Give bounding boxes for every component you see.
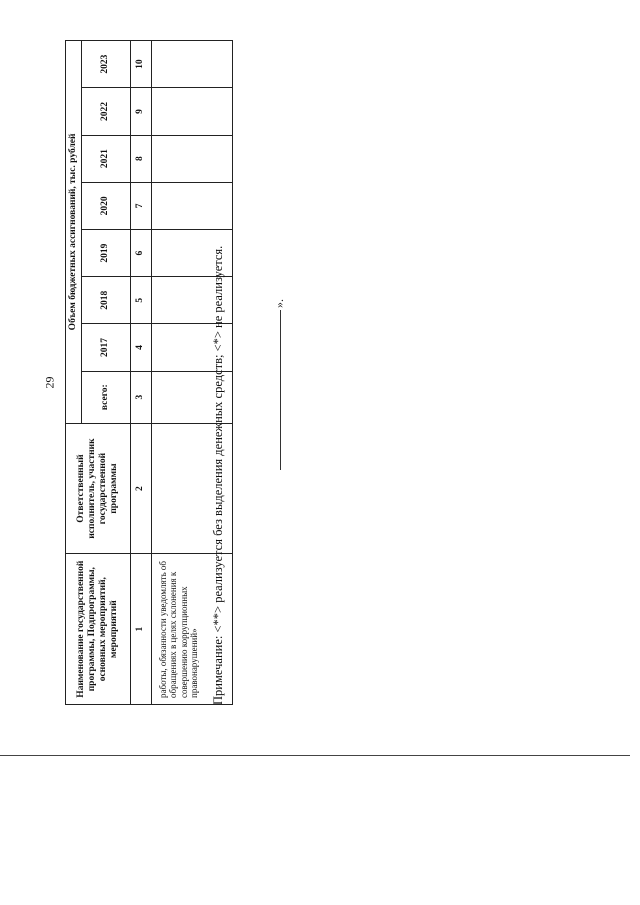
header-total: всего:	[81, 371, 130, 423]
closing-block	[272, 270, 302, 470]
signature-rule	[280, 310, 281, 470]
header-year: 2021	[81, 135, 130, 182]
column-number: 1	[130, 554, 151, 705]
column-number: 10	[130, 41, 151, 88]
column-number: 9	[130, 88, 151, 135]
column-number: 3	[130, 371, 151, 423]
page-divider	[0, 755, 630, 756]
row-program-name: работы, обязанности уведомлять об обращениях в целях склонения к совершению коррупционных правонарушений»	[151, 554, 232, 705]
header-executor: Ответственный исполнитель, участник государственной программы	[66, 423, 131, 554]
column-number-row	[130, 41, 151, 705]
header-year: 2018	[81, 277, 130, 324]
column-number: 6	[130, 229, 151, 276]
header-year: 2023	[81, 41, 130, 88]
column-number: 5	[130, 277, 151, 324]
footnote: Примечание: <**> реализуется без выделения денежных средств; <*> не реализуется.	[211, 245, 225, 705]
header-year: 2019	[81, 229, 130, 276]
header-year: 2022	[81, 88, 130, 135]
header-program-name: Наименование государственной программы, Подпрограммы, основных мероприятий, мероприятий	[66, 554, 131, 705]
column-number: 2	[130, 423, 151, 554]
page-number: 29	[42, 376, 57, 389]
rotated-table-block	[65, 40, 245, 705]
column-number: 8	[130, 135, 151, 182]
column-number: 4	[130, 324, 151, 371]
header-year: 2017	[81, 324, 130, 371]
header-year: 2020	[81, 182, 130, 229]
closing-quote: ».	[272, 299, 286, 308]
budget-table	[65, 40, 233, 705]
column-number: 7	[130, 182, 151, 229]
header-budget: Объем бюджетных ассигнований, тыс. рублей	[66, 41, 82, 424]
